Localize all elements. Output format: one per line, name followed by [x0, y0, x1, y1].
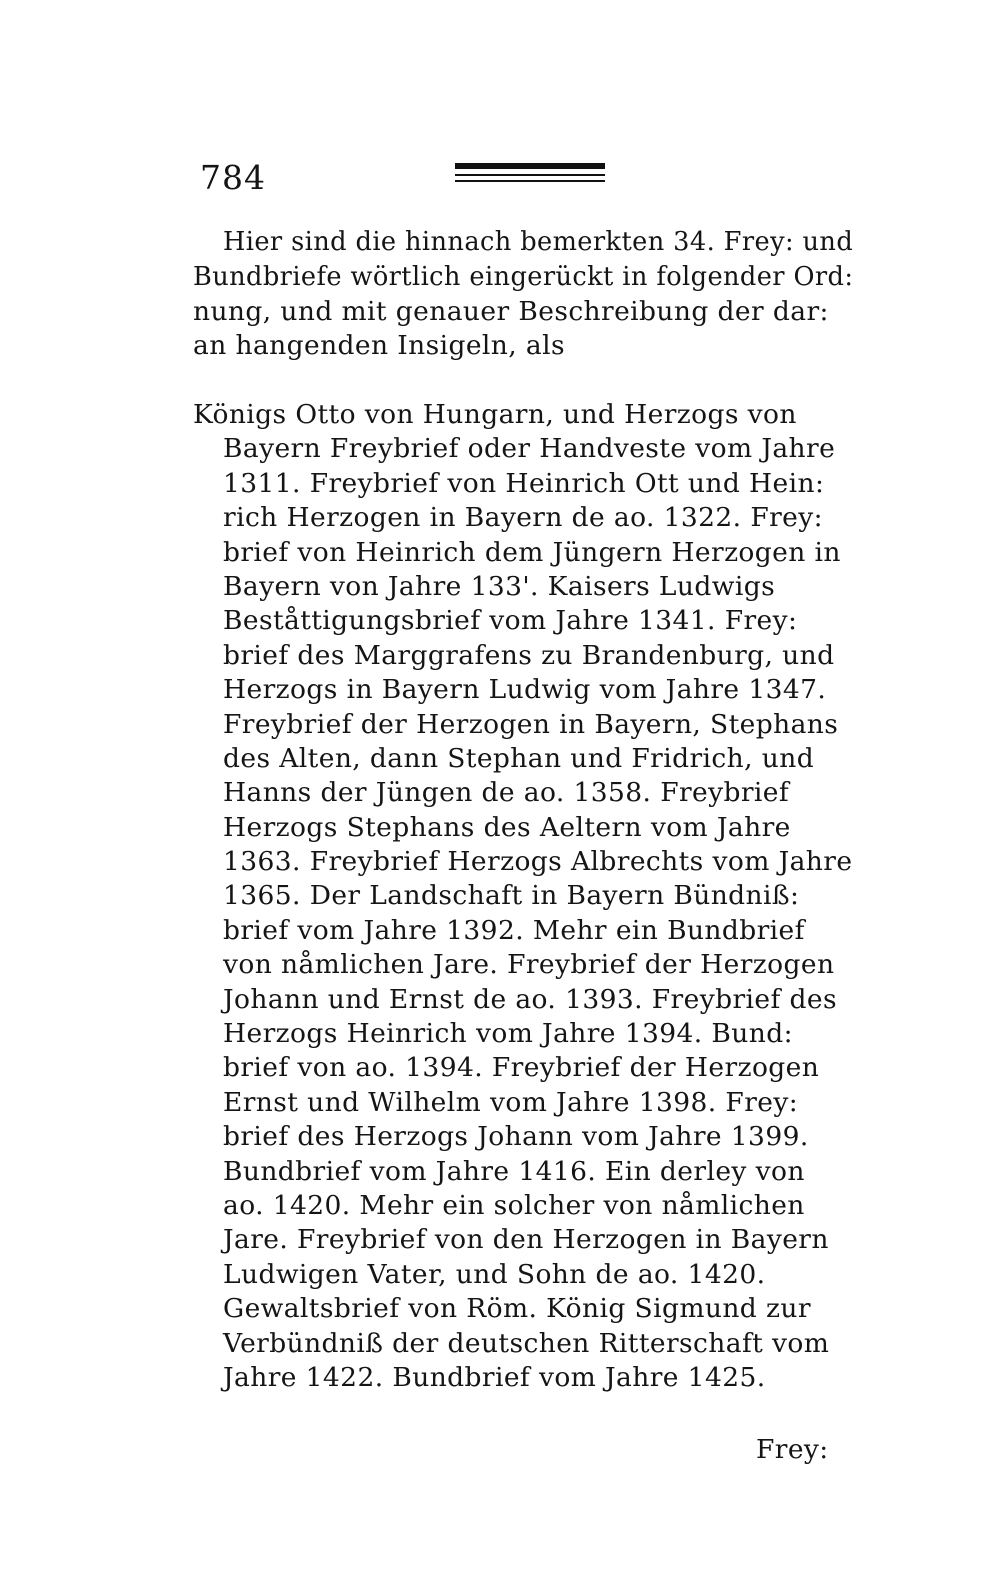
text-line: Bundbriefe wörtlich eingerückt in folgender Ord: [193, 260, 854, 292]
text-line: Bayern von Jahre 133'. Kaisers Ludwigs [223, 570, 776, 602]
text-line: Johann und Ernst de ao. 1393. Freybrief des [223, 983, 837, 1015]
text-line: 1311. Freybrief von Heinrich Ott und Hein: [223, 467, 825, 499]
catchword: Frey: [756, 1434, 829, 1465]
header-rule-thin-bar [455, 180, 605, 182]
text-line: brief von ao. 1394. Freybrief der Herzogen [223, 1052, 820, 1084]
text-line: brief des Marggrafens zu Brandenburg, und [223, 639, 835, 671]
text-line: von nåmlichen Jare. Freybrief der Herzogen [223, 949, 835, 981]
text-line: Ludwigen Vater, und Sohn de ao. 1420. [223, 1258, 766, 1290]
text-line: 1365. Der Landschaft in Bayern Bündniß: [223, 880, 800, 912]
text-line: Gewaltsbrief von Röm. König Sigmund zur [223, 1293, 811, 1325]
intro-paragraph [193, 225, 853, 364]
text-line: an hangenden Insigeln, als [193, 330, 565, 362]
text-line: Freybrief der Herzogen in Bayern, Stephans [223, 708, 839, 740]
text-line: Herzogs Heinrich vom Jahre 1394. Bund: [223, 1018, 793, 1050]
text-line: Herzogs in Bayern Ludwig vom Jahre 1347. [223, 674, 827, 706]
text-line: Hier sind die hinnach bemerkten 34. Frey: und [223, 226, 854, 257]
text-line: Bundbrief vom Jahre 1416. Ein derley von [223, 1155, 805, 1187]
page-number: 784 [200, 158, 266, 197]
text-line: Königs Otto von Hungarn, und Herzogs von [193, 399, 797, 430]
text-line: Beståttigungsbrief vom Jahre 1341. Frey: [223, 605, 798, 637]
text-line: brief von Heinrich dem Jüngern Herzogen in [223, 536, 841, 568]
text-line: nung, und mit genauer Beschreibung der dar: [193, 295, 829, 327]
header-rule-thick-bar [455, 163, 605, 169]
text-line: ao. 1420. Mehr ein solcher von nåmlichen [223, 1189, 805, 1221]
text-line: rich Herzogen in Bayern de ao. 1322. Frey: [223, 502, 823, 534]
header-rule-thin-bar [455, 174, 605, 176]
text-line: brief vom Jahre 1392. Mehr ein Bundbrief [223, 914, 805, 946]
charter-list-paragraph [193, 398, 858, 1395]
text-line: 1363. Freybrief Herzogs Albrechts vom Jahre [223, 846, 853, 878]
text-line: Hanns der Jüngen de ao. 1358. Freybrief [223, 777, 790, 809]
header-rule [455, 163, 605, 185]
text-line: Ernst und Wilhelm vom Jahre 1398. Frey: [223, 1086, 799, 1118]
text-line: Jahre 1422. Bundbrief vom Jahre 1425. [223, 1361, 766, 1393]
text-line: des Alten, dann Stephan und Fridrich, und [223, 742, 815, 774]
text-line: Herzogs Stephans des Aeltern vom Jahre [223, 811, 791, 843]
text-line: Jare. Freybrief von den Herzogen in Bayern [223, 1224, 829, 1256]
text-line: brief des Herzogs Johann vom Jahre 1399. [223, 1121, 809, 1153]
text-line: Bayern Freybrief oder Handveste vom Jahre [223, 433, 836, 465]
text-line: Verbündniß der deutschen Ritterschaft vom [223, 1327, 830, 1359]
